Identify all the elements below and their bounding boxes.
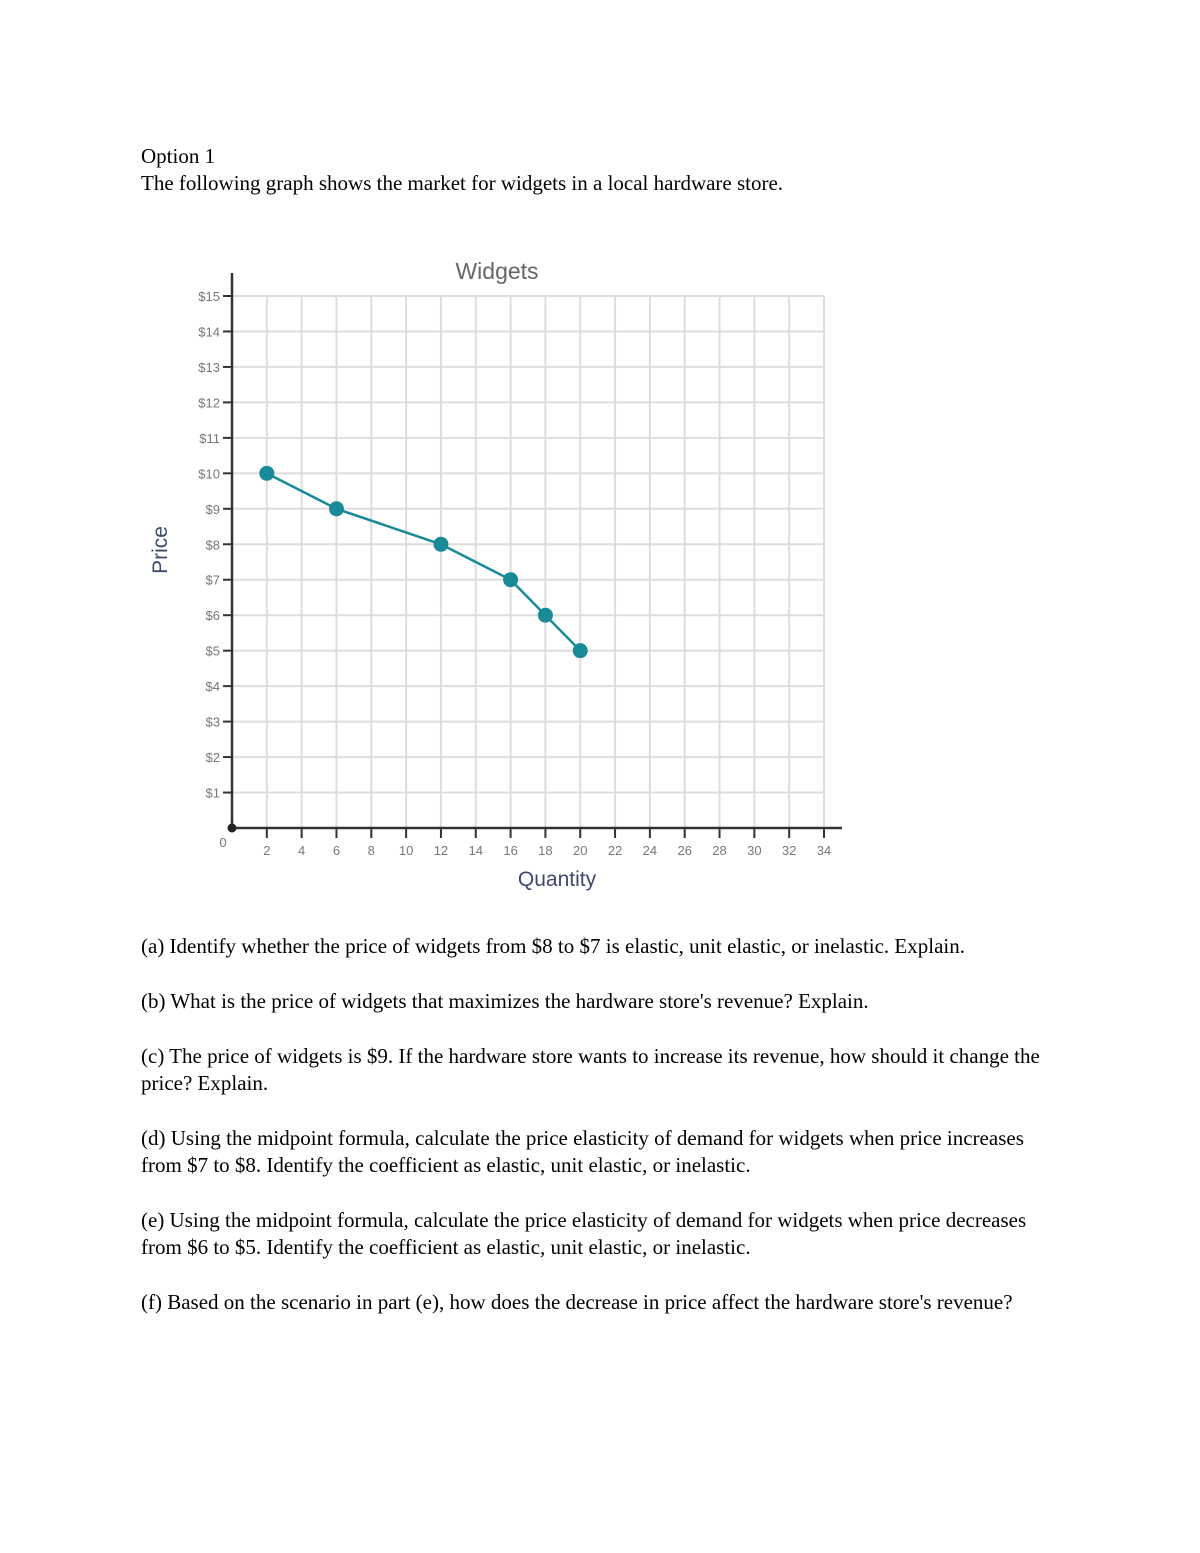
chart-title: Widgets	[455, 258, 539, 284]
y-tick-label-2: $3	[205, 714, 220, 730]
y-tick-label-6: $7	[205, 572, 220, 588]
x-tick-label-15: 32	[781, 843, 797, 858]
origin-dot	[228, 824, 237, 833]
y-tick-label-14: $15	[198, 289, 220, 304]
y-tick-label-8: $9	[205, 501, 220, 517]
origin-label: 0	[219, 835, 227, 850]
x-tick-label-4: 10	[398, 843, 414, 858]
y-tick-label-1: $2	[205, 750, 220, 766]
x-tick-label-16: 34	[816, 843, 832, 858]
x-axis-label: Quantity	[517, 868, 597, 891]
x-tick-label-9: 20	[573, 843, 588, 858]
question-b: (b) What is the price of widgets that maximizes the hardware store's revenue? Explain.	[141, 989, 869, 1013]
question-c: (c) The price of widgets is $9. If the hardware store wants to increase its revenue, how should it change the price? Explain.	[141, 1044, 1040, 1095]
data-point-3	[503, 572, 518, 587]
option-title: Option 1	[141, 144, 216, 168]
y-tick-label-11: $12	[198, 395, 220, 411]
y-tick-label-9: $10	[198, 466, 220, 482]
y-tick-label-12: $13	[198, 359, 220, 375]
data-point-2	[433, 537, 448, 552]
y-axis-label: Price	[149, 526, 172, 574]
x-tick-label-5: 12	[433, 843, 449, 858]
x-tick-label-2: 6	[332, 843, 341, 858]
x-tick-label-11: 24	[642, 843, 658, 858]
intro-text: The following graph shows the market for widgets in a local hardware store.	[141, 171, 784, 195]
y-tick-label-3: $4	[205, 679, 220, 695]
y-tick-label-0: $1	[205, 785, 220, 801]
data-point-1	[329, 501, 344, 516]
x-tick-label-8: 18	[538, 843, 553, 858]
y-tick-label-7: $8	[205, 537, 220, 553]
x-tick-label-12: 26	[677, 843, 692, 858]
data-point-5	[573, 643, 588, 658]
x-tick-label-6: 14	[468, 843, 483, 858]
x-tick-label-10: 22	[607, 843, 623, 858]
x-tick-label-3: 8	[367, 843, 375, 858]
x-tick-label-14: 30	[747, 843, 762, 858]
x-tick-label-0: 2	[263, 843, 271, 858]
data-point-4	[538, 608, 553, 623]
question-d: (d) Using the midpoint formula, calculate the price elasticity of demand for widgets when price increases from $7 to $8. Identify the coefficient as elastic, unit elastic, or inelastic.	[141, 1126, 1024, 1177]
y-tick-label-13: $14	[198, 324, 220, 340]
y-tick-label-4: $5	[205, 643, 220, 659]
questions-list	[141, 933, 1061, 1344]
x-tick-label-1: 4	[298, 843, 306, 858]
question-e: (e) Using the midpoint formula, calculate the price elasticity of demand for widgets when price decreases from $6 to $5. Identify the coefficient as elastic, unit elastic, or inelastic.	[141, 1208, 1027, 1259]
data-point-0	[259, 466, 274, 481]
question-a: (a) Identify whether the price of widgets from $8 to $7 is elastic, unit elastic, or inelastic. Explain.	[141, 934, 966, 958]
y-tick-label-10: $11	[199, 430, 220, 446]
x-tick-label-7: 16	[503, 843, 518, 858]
demand-line	[267, 473, 580, 650]
question-f: (f) Based on the scenario in part (e), how does the decrease in price affect the hardware store's revenue?	[141, 1290, 1013, 1314]
y-tick-label-5: $6	[205, 608, 220, 624]
x-tick-label-13: 28	[712, 843, 727, 858]
